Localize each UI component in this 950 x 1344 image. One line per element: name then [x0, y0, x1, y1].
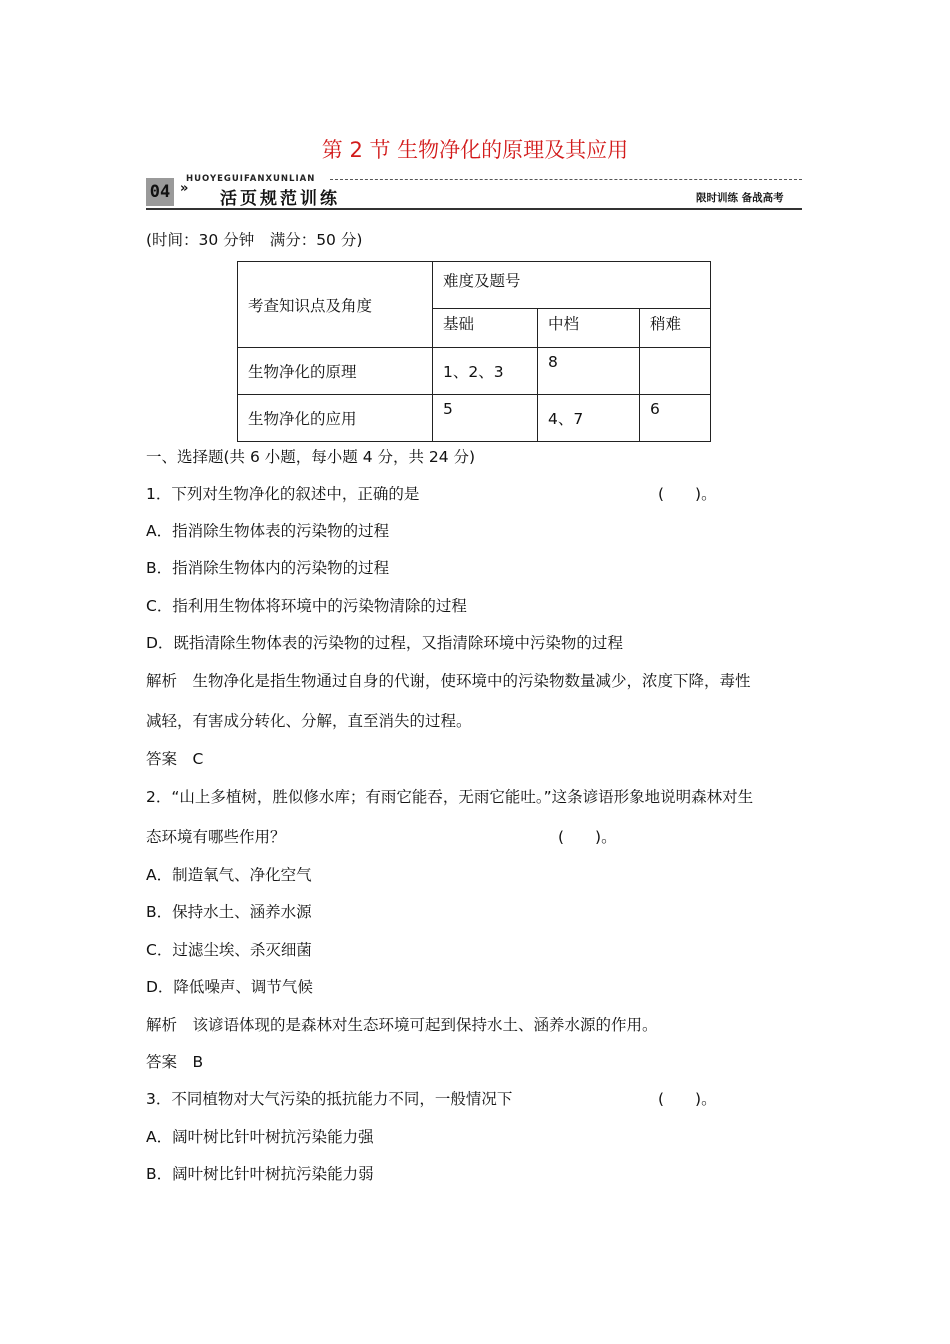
table-level-basic: 基础	[433, 309, 538, 348]
q2-stem: 2．“山上多植树，胜似修水库；有雨它能吞，无雨它能吐。”这条谚语形象地说明森林对生	[146, 788, 754, 806]
q1-answer: 答案 C	[146, 750, 204, 768]
q2-analysis: 解析 该谚语体现的是森林对生态环境可起到保持水土、涵养水源的作用。	[146, 1016, 658, 1034]
table-header-difficulty: 难度及题号	[433, 262, 711, 309]
table-header-topic: 考查知识点及角度	[238, 262, 433, 348]
banner-dashed-rule	[330, 179, 802, 180]
q3-option-a: A．阔叶树比针叶树抗污染能力强	[146, 1128, 374, 1146]
q2-answer: 答案 B	[146, 1053, 204, 1071]
banner-arrow-icon: »	[180, 181, 189, 196]
q2-answer-paren: ( )。	[558, 828, 617, 846]
q1-option-a: A．指消除生物体表的污染物的过程	[146, 522, 390, 540]
table-cell: 8	[538, 348, 640, 395]
q2-option-c: C．过滤尘埃、杀灭细菌	[146, 941, 312, 959]
table-level-hard: 稍难	[640, 309, 711, 348]
q1-option-b: B．指消除生物体内的污染物的过程	[146, 559, 390, 577]
banner-pinyin: HUOYEGUIFANXUNLIAN	[186, 174, 316, 184]
table-row	[238, 395, 711, 442]
q3-answer-paren: ( )。	[658, 1090, 717, 1108]
banner-slogan: 限时训练 备战高考	[696, 192, 784, 204]
table-cell: 1、2、3	[433, 348, 538, 395]
banner-title: 活页规范训练	[220, 189, 340, 209]
q2-stem-cont: 态环境有哪些作用？	[146, 828, 286, 846]
knowledge-table	[237, 261, 711, 442]
banner-number-badge: 04	[146, 178, 174, 206]
q1-answer-paren: ( )。	[658, 485, 717, 503]
table-cell: 6	[640, 395, 711, 442]
table-cell	[640, 348, 711, 395]
q1-option-c: C．指利用生物体将环境中的污染物清除的过程	[146, 597, 467, 615]
page-title: 第 2 节 生物净化的原理及其应用	[321, 138, 629, 162]
table-cell: 4、7	[538, 395, 640, 442]
q1-option-d: D．既指清除生物体表的污染物的过程，又指清除环境中污染物的过程	[146, 634, 623, 652]
q2-option-b: B．保持水土、涵养水源	[146, 903, 312, 921]
q1-stem: 1．下列对生物净化的叙述中，正确的是	[146, 485, 420, 503]
q2-option-d: D．降低噪声、调节气候	[146, 978, 313, 996]
table-cell: 5	[433, 395, 538, 442]
q3-option-b: B．阔叶树比针叶树抗污染能力弱	[146, 1165, 374, 1183]
table-cell-topic: 生物净化的原理	[238, 348, 433, 395]
table-level-medium: 中档	[538, 309, 640, 348]
time-info: (时间：30 分钟 满分：50 分)	[146, 231, 363, 249]
q3-stem: 3．不同植物对大气污染的抵抗能力不同，一般情况下	[146, 1090, 513, 1108]
q1-analysis-cont: 减轻，有害成分转化、分解，直至消失的过程。	[146, 712, 472, 730]
q1-analysis: 解析 生物净化是指生物通过自身的代谢，使环境中的污染物数量减少，浓度下降，毒性	[146, 672, 751, 690]
section-heading: 一、选择题(共 6 小题，每小题 4 分，共 24 分)	[146, 448, 476, 466]
table-row	[238, 348, 711, 395]
banner-rule	[146, 208, 802, 210]
q2-option-a: A．制造氧气、净化空气	[146, 866, 312, 884]
table-cell-topic: 生物净化的应用	[238, 395, 433, 442]
